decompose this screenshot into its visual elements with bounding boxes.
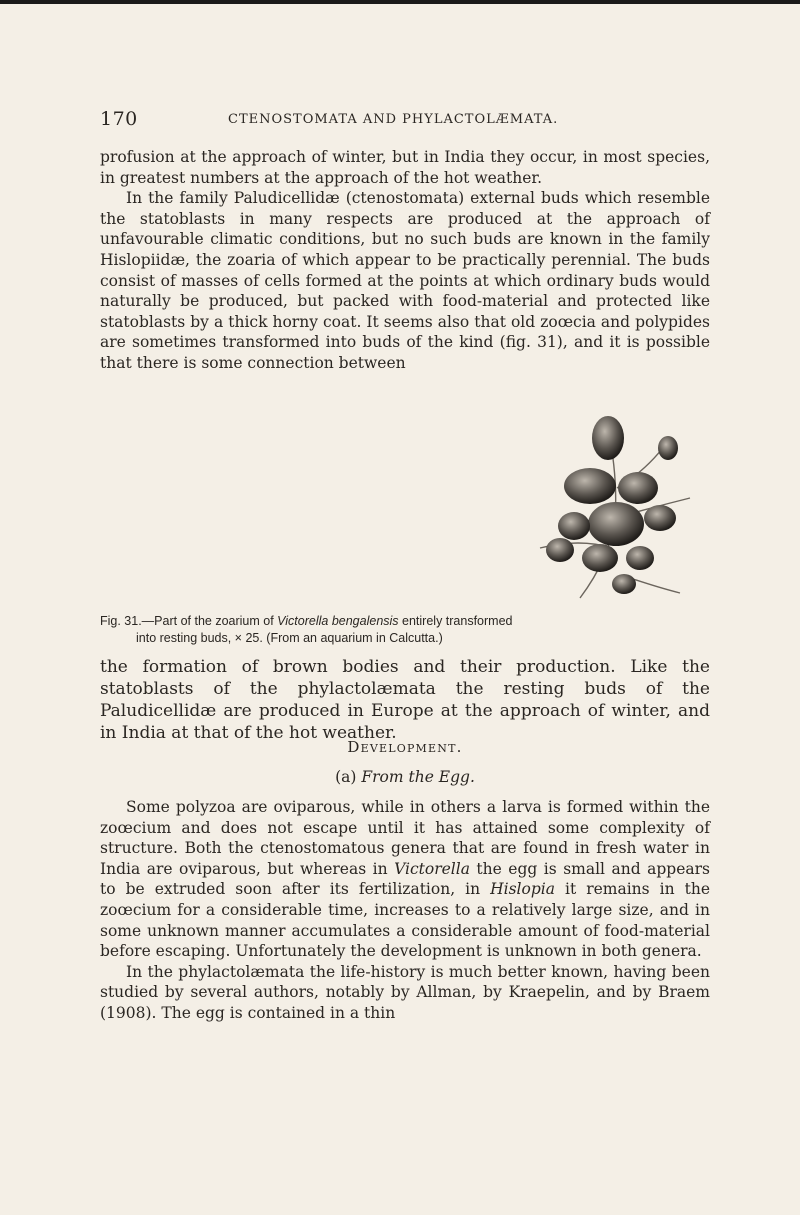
- section-heading: Development.: [347, 738, 463, 756]
- body-text-middle: [100, 656, 710, 744]
- subsection-heading: (a) From the Egg.: [335, 768, 475, 786]
- paragraph-phylactolaemata: In the phylactolæmata the life-history is much better known, having been studied by several authors, notably by Allman, by Kraepelin, and by Braem (1908). The egg is contained in a thin: [100, 962, 710, 1022]
- page-header: [100, 108, 710, 134]
- page-number: 170: [100, 108, 138, 130]
- paragraph-paludicellidae: In the family Paludicellidæ (ctenostomata) external buds which resemble the statoblasts in many respects are produced at the approach of unfavourable climatic conditions, but no such buds are known in the family Hislopiidæ, the zoaria of which appear to be practically perennial. The buds consist of masses of cells formed at the points at which ordinary buds would naturally be produced, but packed with food-material and protected like statoblasts by a thick horny coat. It seems also that old zoœcia and polypides are sometimes transformed into buds of the kind (fig. 31), and it is possible that there is some connection between: [100, 189, 710, 372]
- running-head: CTENOSTOMATA AND PHYLACTOLÆMATA.: [228, 112, 559, 127]
- body-text-bottom: [100, 797, 710, 1024]
- figure-31-illustration: [520, 408, 720, 608]
- top-edge-rule: [0, 0, 800, 4]
- body-text-top: [100, 147, 710, 374]
- figure-caption: Fig. 31.—Part of the zoarium of Victorella bengalensis entirely transformed into resting buds, × 25. (From an aquarium in Calcutta.): [100, 614, 513, 645]
- paragraph-oviparous: Some polyzoa are oviparous, while in others a larva is formed within the zoœcium and does not escape until it has attained some complexity of structure. Both the ctenostomatous genera that are found in fresh water in India are oviparous, but whereas in Victorella the egg is small and appears to be extruded soon after its fertilization, in Hislopia it remains in the zoœcium for a considerable time, increases to a relatively large size, and in some unknown manner accumulates a considerable amount of food-material before escaping. Unfortunately the development is unknown in both genera.: [100, 798, 710, 961]
- resting-buds: [546, 416, 678, 594]
- paragraph-brown-bodies: the formation of brown bodies and their production. Like the statoblasts of the phylactolæmata the resting buds of the Paludicellidæ are produced in Europe at the approach of winter, and in India at that of the hot weather.: [100, 657, 710, 743]
- paragraph-continued: profusion at the approach of winter, but in India they occur, in most species, in greatest numbers at the approach of the hot weather.: [100, 148, 710, 187]
